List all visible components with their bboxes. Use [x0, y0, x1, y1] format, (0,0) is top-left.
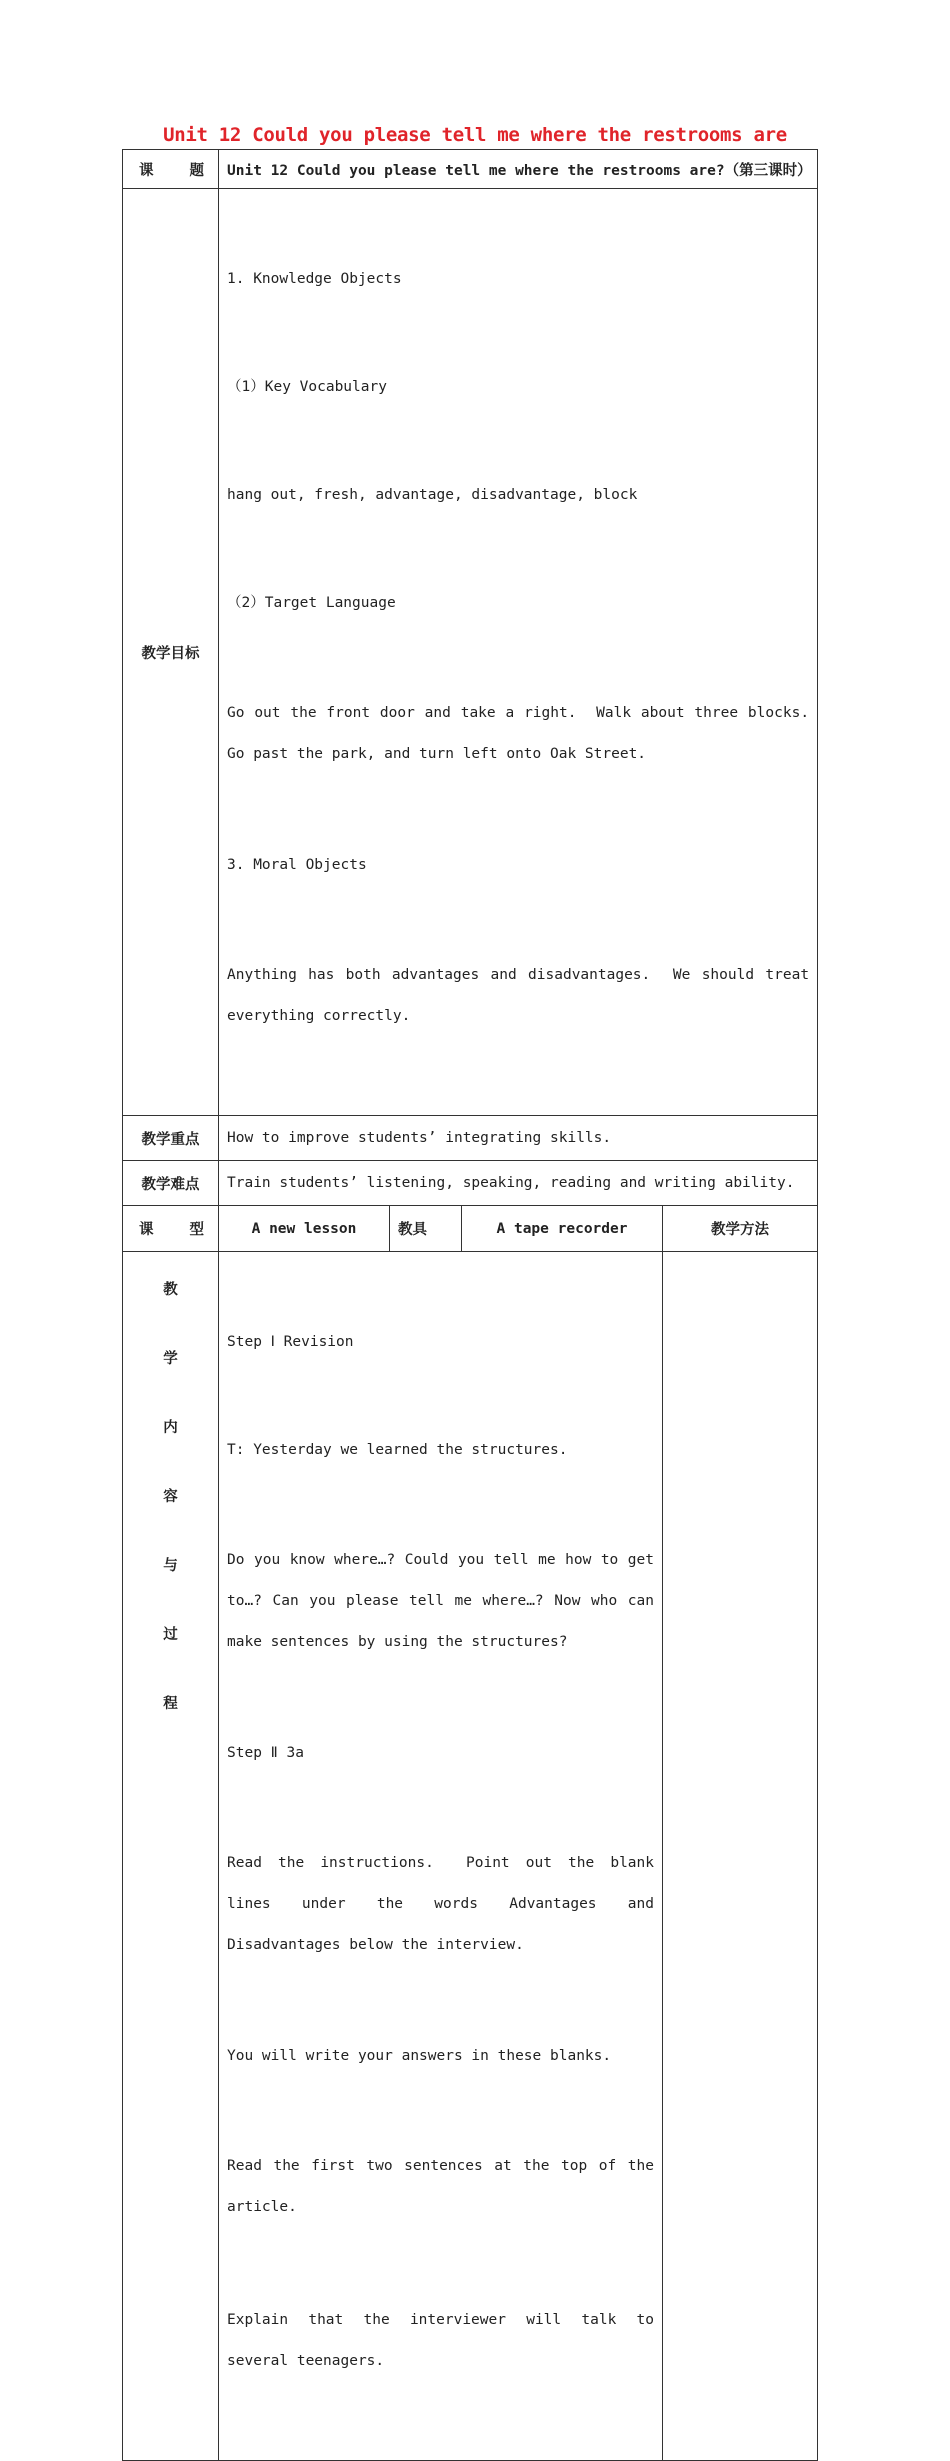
objective-line: Go out the front door and take a right. Walk about three blocks. Go past the park, and turn left onto Oak Street. [227, 705, 827, 762]
topic-value: Unit 12 Could you please tell me where the restrooms are?（第三课时） [219, 150, 818, 189]
process-line: Step Ⅰ Revision [227, 1334, 354, 1350]
difficulty-row [123, 1161, 818, 1206]
objectives-row [123, 189, 818, 1116]
process-label: 教 学 内 容 与 过 程 [123, 1252, 219, 2461]
objective-line: （2）Target Language [227, 595, 396, 611]
process-line: T: Yesterday we learned the structures. [227, 1442, 568, 1458]
objectives-content [219, 189, 827, 1116]
process-line: Step Ⅱ 3a [227, 1745, 304, 1761]
key-point-value: How to improve students’ integrating skills. [219, 1116, 818, 1161]
topic-row [123, 150, 818, 189]
difficulty-label: 教学难点 [123, 1161, 219, 1206]
process-line: Read the instructions. Point out the blank lines under the words Advantages and Disadvantages below the interview. [227, 1855, 663, 1953]
difficulty-value: Train students’ listening, speaking, reading and writing ability. [219, 1161, 818, 1206]
process-row [123, 1252, 818, 2461]
lesson-type-label: 课 型 [123, 1206, 219, 1252]
key-point-label: 教学重点 [123, 1116, 219, 1161]
objective-line: （1）Key Vocabulary [227, 379, 387, 395]
method-content [663, 1252, 818, 2461]
process-line: Explain that the interviewer will talk to several teenagers. [227, 2312, 663, 2369]
tools-label: 教具 [390, 1206, 462, 1252]
objective-line: hang out, fresh, advantage, disadvantage, block [227, 487, 638, 503]
topic-label: 课 题 [123, 150, 219, 189]
method-label: 教学方法 [663, 1206, 818, 1252]
objective-line: 3. Moral Objects [227, 857, 367, 873]
process-content [219, 1252, 663, 2461]
objective-line: 1. Knowledge Objects [227, 271, 402, 287]
document-title: Unit 12 Could you please tell me where the restrooms are [163, 124, 787, 146]
lesson-type-value: A new lesson [219, 1206, 390, 1252]
process-line: Do you know where…? Could you tell me how to get to…? Can you please tell me where…? Now who can make sentences by using the structures? [227, 1552, 663, 1650]
lesson-plan-table [122, 149, 827, 2461]
key-point-row [123, 1116, 818, 1161]
process-line: Read the first two sentences at the top of the article. [227, 2158, 663, 2215]
objectives-label: 教学目标 [123, 189, 219, 1116]
process-line: You will write your answers in these blanks. [227, 2048, 612, 2064]
tools-value: A tape recorder [462, 1206, 663, 1252]
lesson-type-row [123, 1206, 818, 1252]
objective-line: Anything has both advantages and disadvantages. We should treat everything correctly. [227, 967, 818, 1024]
